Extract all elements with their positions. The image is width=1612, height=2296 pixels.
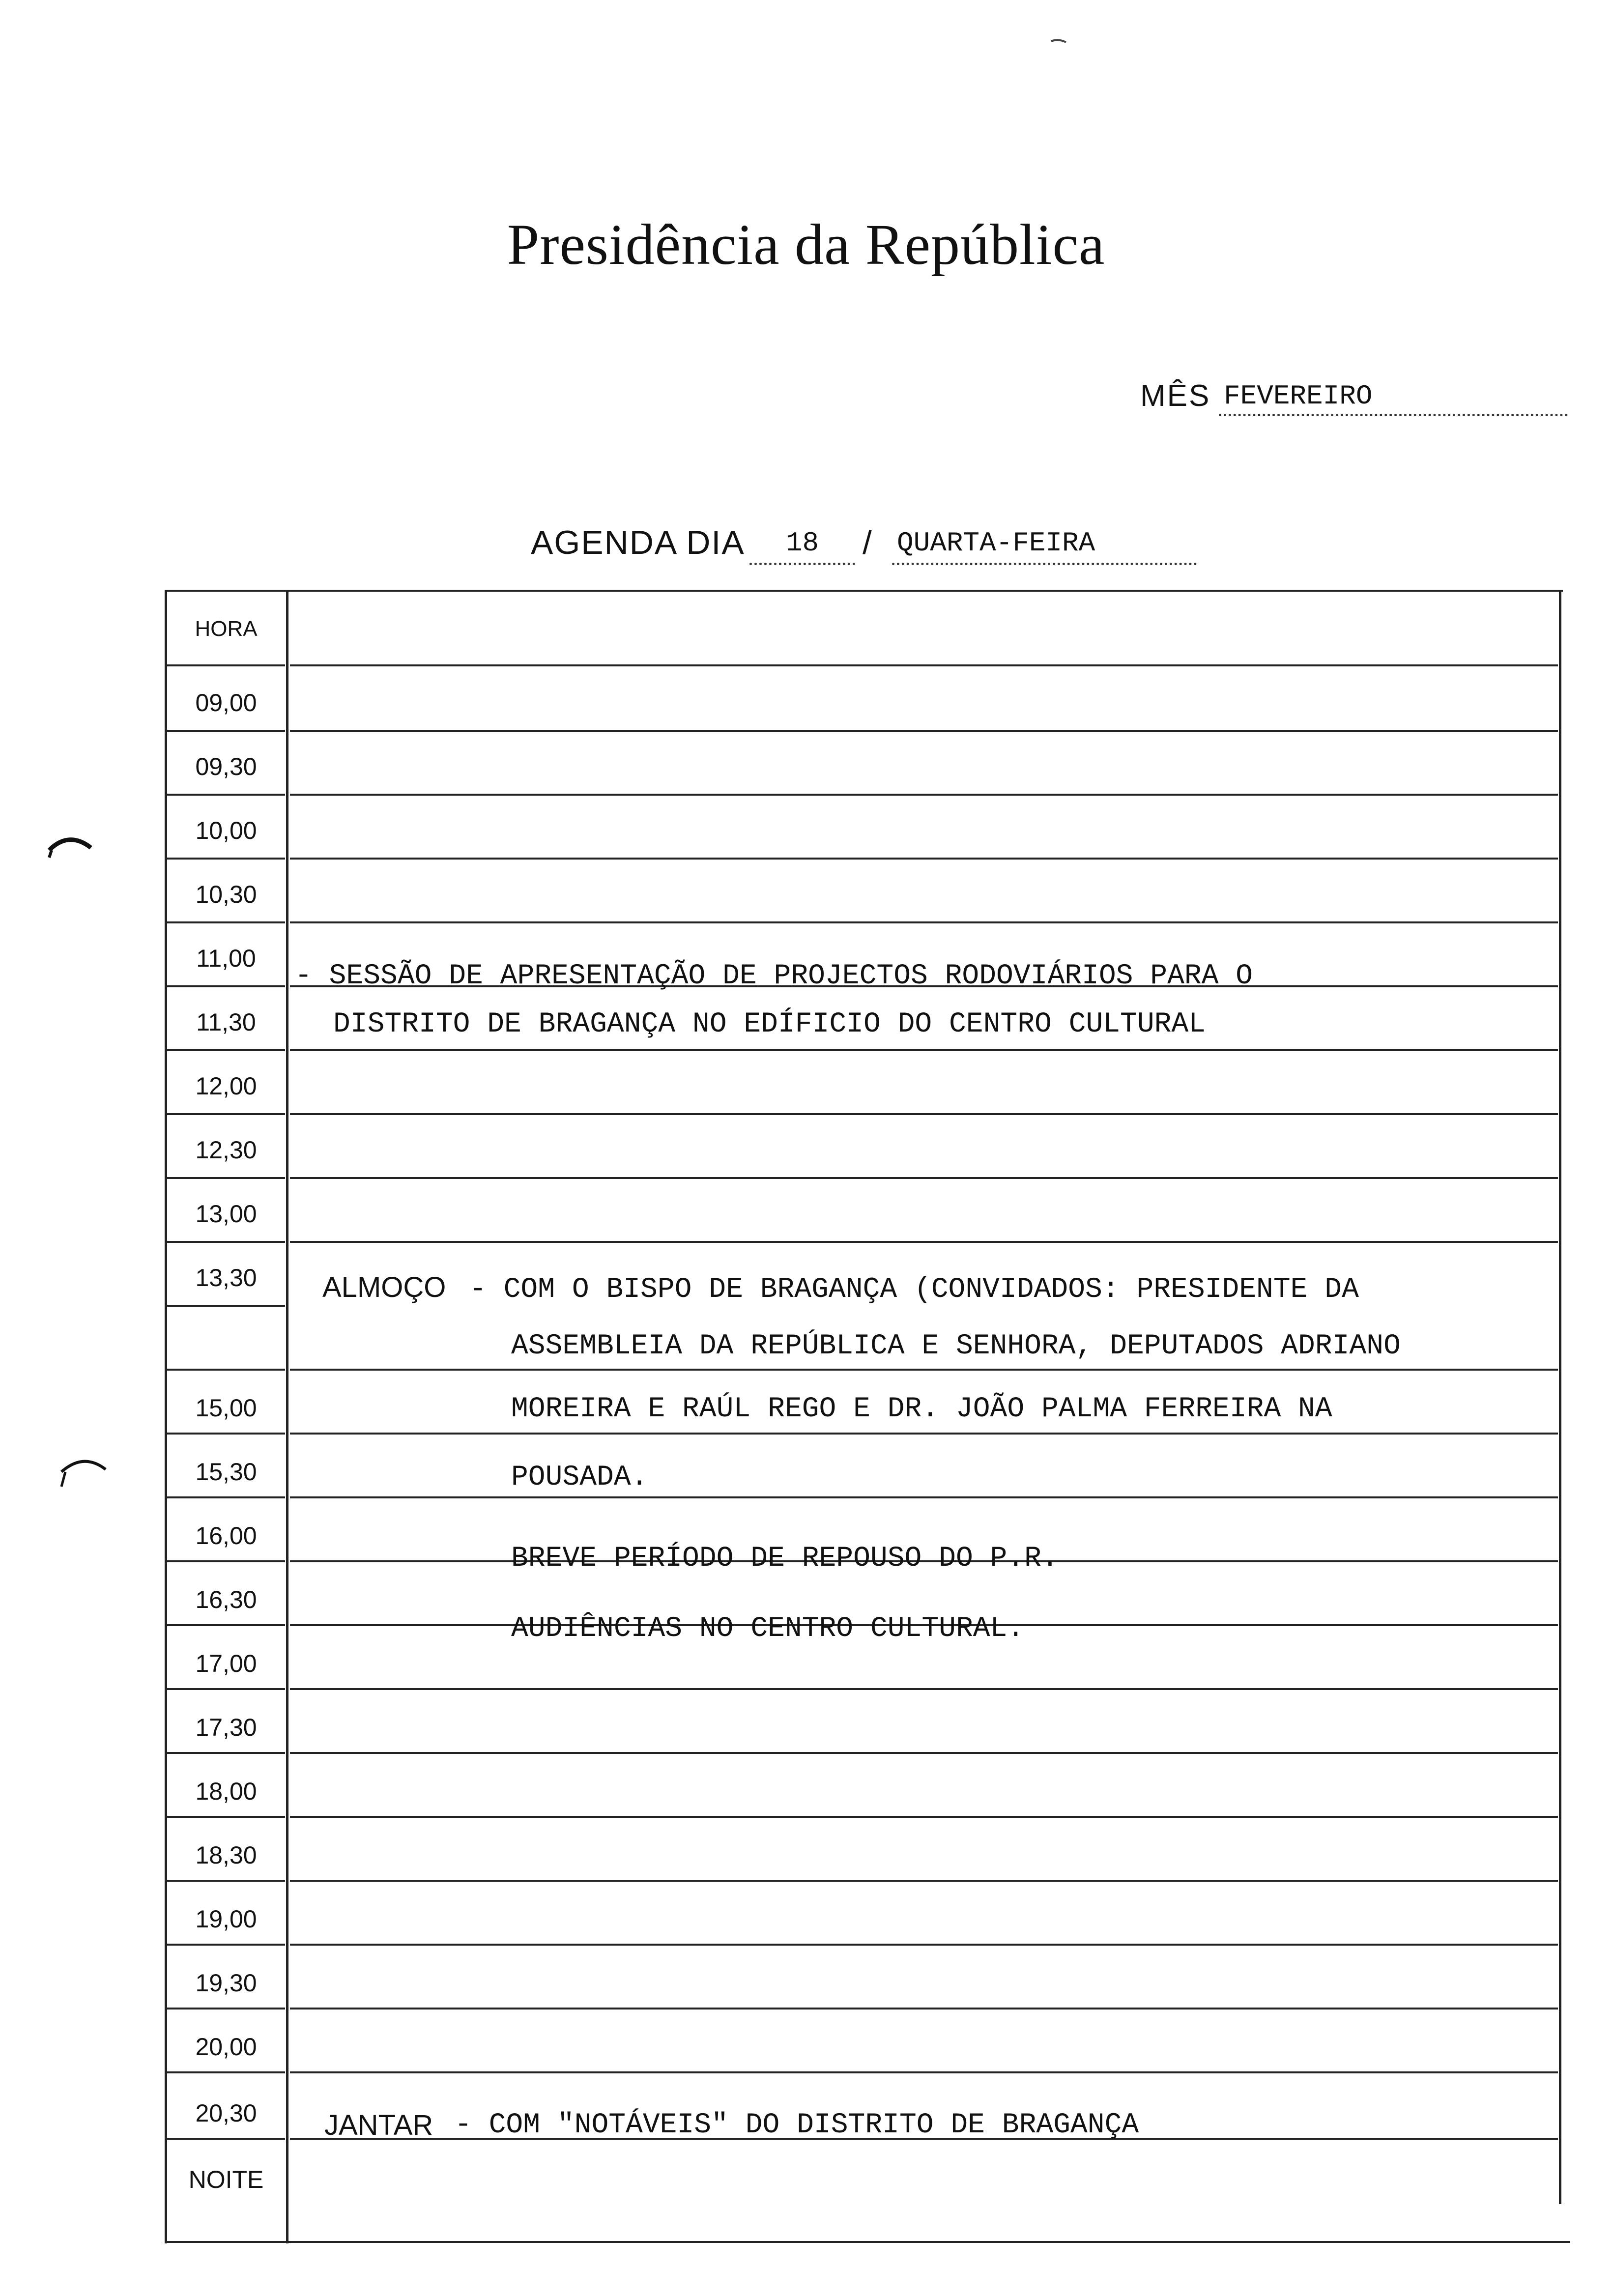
entry-repouso: BREVE PERÍODO DE REPOUSO DO P.R.	[511, 1543, 1059, 1575]
row-line-hour	[167, 1752, 285, 1754]
hour-cell: 12,30	[195, 1136, 257, 1164]
hour-cell: 20,00	[195, 2033, 257, 2061]
row-line-hour	[167, 921, 285, 923]
row-line-entry	[290, 2071, 1558, 2073]
row-line-hour	[167, 1944, 285, 1946]
entry-almoco-line1: - COM O BISPO DE BRAGANÇA (CONVIDADOS: PRESIDENTE DA	[469, 1274, 1359, 1306]
row-line-entry	[290, 2008, 1558, 2009]
hour-cell: 17,00	[195, 1650, 257, 1677]
entry-sessao-line1: - SESSÃO DE APRESENTAÇÃO DE PROJECTOS RODOVIÁRIOS PARA O	[295, 960, 1253, 992]
hour-cell: 15,30	[195, 1458, 257, 1486]
hour-cell: 09,00	[195, 689, 257, 717]
hour-cell: 20,30	[195, 2099, 257, 2127]
hour-cell: 16,00	[195, 1522, 257, 1550]
month-label: MÊS	[1140, 379, 1211, 413]
row-line-entry	[290, 1241, 1558, 1243]
row-line-hour	[167, 664, 285, 666]
row-line-entry	[290, 921, 1558, 923]
table-right-border	[1559, 590, 1561, 2204]
row-line-entry	[290, 664, 1558, 666]
hour-cell: 19,00	[195, 1905, 257, 1933]
hour-cell: 13,30	[195, 1264, 257, 1292]
agenda-weekday-value: QUARTA-FEIRA	[892, 523, 1197, 565]
entry-almoco-line2: ASSEMBLEIA DA REPÚBLICA E SENHORA, DEPUTADOS ADRIANO	[511, 1330, 1401, 1362]
row-line-hour	[167, 1241, 285, 1243]
punch-hole-mark-upper	[44, 821, 98, 880]
row-line-hour	[167, 1688, 285, 1690]
hour-cell: 10,00	[195, 817, 257, 844]
row-line-hour	[167, 794, 285, 796]
agenda-separator: /	[863, 524, 872, 561]
table-bottom-border	[165, 2241, 1570, 2243]
row-line-hour	[167, 1049, 285, 1051]
hour-cell: 18,30	[195, 1841, 257, 1869]
row-line-hour	[167, 1880, 285, 1882]
table-top-border	[165, 590, 1563, 592]
hour-cell: 17,30	[195, 1714, 257, 1741]
hour-cell: 10,30	[195, 881, 257, 908]
row-line-hour	[167, 730, 285, 732]
row-line-entry	[290, 1049, 1558, 1051]
row-line-entry	[290, 1752, 1558, 1754]
agenda-day-label: AGENDA DIA	[531, 524, 745, 561]
entry-jantar-label: JANTAR	[324, 2109, 433, 2141]
row-line-entry	[290, 1944, 1558, 1946]
hour-cell: 12,00	[195, 1072, 257, 1100]
row-line-entry	[290, 858, 1558, 860]
month-value: FEVEREIRO	[1219, 378, 1568, 416]
table-hour-divider	[286, 590, 288, 2243]
hour-cell: 15,00	[195, 1394, 257, 1422]
page-title: Presidência da República	[507, 212, 1105, 277]
row-line-hour	[167, 1624, 285, 1626]
hour-cell: 11,30	[196, 1008, 256, 1036]
hour-cell: 18,00	[195, 1778, 257, 1805]
entry-almoco-label: ALMOÇO	[322, 1271, 446, 1303]
row-line-entry	[290, 1816, 1558, 1818]
row-line-hour	[167, 2071, 285, 2073]
row-line-entry	[290, 1496, 1558, 1498]
row-line-entry	[290, 794, 1558, 796]
row-line-hour	[167, 1113, 285, 1115]
row-line-hour	[167, 1560, 285, 1562]
row-line-entry	[290, 1433, 1558, 1435]
scan-mark-top	[1049, 34, 1069, 49]
row-line-hour	[167, 985, 285, 987]
punch-hole-mark-lower	[57, 1445, 111, 1499]
hour-cell: 09,30	[195, 753, 257, 780]
row-line-entry	[290, 1688, 1558, 1690]
hora-header: HORA	[195, 617, 258, 641]
entry-sessao-line2: DISTRITO DE BRAGANÇA NO EDÍFICIO DO CENTRO CULTURAL	[333, 1008, 1206, 1040]
hour-cell: 19,30	[195, 1969, 257, 1997]
row-line-hour	[167, 2008, 285, 2009]
row-line-hour	[167, 1433, 285, 1435]
hour-cell: 11,00	[196, 945, 256, 972]
row-line-entry	[290, 1177, 1558, 1179]
agenda-day-value: 18	[749, 523, 855, 565]
hour-cell: 13,00	[195, 1200, 257, 1228]
row-line-hour	[167, 1305, 285, 1307]
row-line-hour	[167, 1496, 285, 1498]
row-line-entry	[290, 1880, 1558, 1882]
row-line-hour	[167, 1177, 285, 1179]
row-line-hour	[167, 1369, 285, 1371]
entry-jantar-text: - COM "NOTÁVEIS" DO DISTRITO DE BRAGANÇA	[455, 2109, 1139, 2141]
entry-almoco-line4: POUSADA.	[511, 1462, 648, 1493]
row-line-hour	[167, 1816, 285, 1818]
row-line-entry	[290, 1113, 1558, 1115]
entry-almoco-line3: MOREIRA E RAÚL REGO E DR. JOÃO PALMA FERREIRA NA	[511, 1393, 1332, 1425]
row-line-hour	[167, 2138, 285, 2140]
row-line-entry	[290, 1369, 1558, 1371]
hour-cell: NOITE	[188, 2166, 264, 2193]
hour-cell: 16,30	[195, 1586, 257, 1613]
row-line-hour	[167, 858, 285, 860]
row-line-entry	[290, 730, 1558, 732]
entry-audiencias: AUDIÊNCIAS NO CENTRO CULTURAL.	[511, 1613, 1025, 1645]
